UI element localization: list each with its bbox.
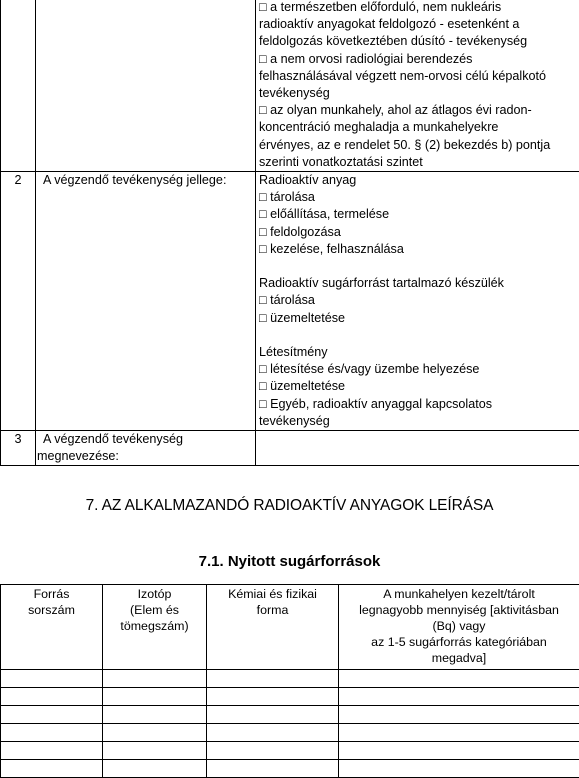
table-cell[interactable] bbox=[207, 688, 339, 706]
table-cell[interactable] bbox=[103, 706, 207, 724]
table-row bbox=[1, 742, 579, 760]
table-row bbox=[1, 706, 579, 724]
table-cell[interactable] bbox=[207, 724, 339, 742]
table-cell[interactable] bbox=[207, 742, 339, 760]
table-row bbox=[1, 760, 579, 778]
table-cell[interactable] bbox=[207, 760, 339, 778]
table-cell[interactable] bbox=[103, 742, 207, 760]
table-cell[interactable] bbox=[1, 724, 103, 742]
row-label-line: A végzendő tevékenység bbox=[43, 432, 184, 447]
header-line: az 1-5 sugárforrás kategóriában bbox=[371, 635, 547, 649]
option-line: szerinti vonatkoztatási szintet bbox=[259, 154, 423, 169]
header-line: A munkahelyen kezelt/tárolt bbox=[383, 587, 535, 601]
header-line: (Elem és bbox=[130, 603, 179, 617]
header-line: Kémiai és fizikai bbox=[228, 587, 317, 601]
header-line: forma bbox=[256, 603, 289, 617]
header-line: legnagyobb mennyiség [aktivitásban bbox=[359, 603, 559, 617]
option-line: □ az olyan munkahely, ahol az átlagos évi radon- bbox=[259, 103, 532, 118]
open-sources-table bbox=[0, 584, 579, 778]
option-line: koncentráció meghaladja a munkahelyekre bbox=[259, 120, 499, 135]
checkbox-option-continued: tevékenység bbox=[259, 413, 330, 428]
header-line: Izotóp bbox=[137, 587, 172, 601]
row-label bbox=[36, 431, 256, 466]
table-cell[interactable] bbox=[207, 670, 339, 688]
table-cell[interactable] bbox=[1, 688, 103, 706]
table-cell[interactable] bbox=[339, 760, 579, 778]
option-line: feldolgozás következtében dúsító - tevékenység bbox=[259, 34, 528, 49]
activity-type-options bbox=[256, 172, 579, 431]
table-cell[interactable] bbox=[103, 724, 207, 742]
spacer bbox=[259, 327, 577, 344]
column-header-quantity bbox=[339, 585, 579, 670]
row-label-line: megnevezése: bbox=[37, 449, 119, 464]
group-heading: Létesítmény bbox=[259, 345, 328, 360]
table-header-row bbox=[1, 585, 579, 670]
checkbox-option[interactable]: □ tárolása bbox=[259, 293, 315, 308]
table-cell[interactable] bbox=[339, 688, 579, 706]
column-header-form bbox=[207, 585, 339, 670]
row-number: 3 bbox=[1, 431, 36, 466]
option-line: érvényes, az e rendelet 50. § (2) bekezdés b) pontja bbox=[259, 137, 551, 152]
table-row-1 bbox=[1, 0, 579, 172]
checkbox-option[interactable]: □ üzemeltetése bbox=[259, 379, 346, 394]
table-cell[interactable] bbox=[339, 670, 579, 688]
group-heading: Radioaktív sugárforrást tartalmazó készülék bbox=[259, 276, 504, 291]
column-header-isotope bbox=[103, 585, 207, 670]
checkbox-option[interactable]: □ előállítása, termelése bbox=[259, 207, 390, 222]
group-heading: Radioaktív anyag bbox=[259, 173, 357, 188]
checkbox-option[interactable]: □ üzemeltetése bbox=[259, 310, 346, 325]
header-line: tömegszám) bbox=[120, 619, 189, 633]
option-line: radioaktív anyagokat feldolgozó - esetenként a bbox=[259, 17, 520, 32]
checkbox-option[interactable]: □ kezelése, felhasználása bbox=[259, 241, 404, 256]
table-cell[interactable] bbox=[103, 688, 207, 706]
table-cell[interactable] bbox=[1, 706, 103, 724]
activity-name-field[interactable] bbox=[256, 431, 579, 466]
section-heading: 7. AZ ALKALMAZANDÓ RADIOAKTÍV ANYAGOK LEÍRÁSA bbox=[85, 497, 494, 514]
option-line: felhasználásával végzett nem-orvosi célú képalkotó bbox=[259, 68, 547, 83]
checkbox-option[interactable]: □ feldolgozása bbox=[259, 224, 341, 239]
checkbox-options-cell[interactable] bbox=[256, 0, 579, 172]
row-label: A végzendő tevékenység jellege: bbox=[36, 172, 256, 431]
header-line: (Bq) vagy bbox=[432, 619, 486, 633]
table-cell[interactable] bbox=[103, 760, 207, 778]
table-cell[interactable] bbox=[1, 742, 103, 760]
table-row-2 bbox=[1, 172, 579, 431]
table-cell[interactable] bbox=[339, 724, 579, 742]
table-row bbox=[1, 688, 579, 706]
table-body bbox=[1, 670, 579, 778]
checkbox-option[interactable]: □ Egyéb, radioaktív anyaggal kapcsolatos bbox=[259, 396, 493, 411]
subsection-heading: 7.1. Nyitott sugárforrások bbox=[198, 553, 381, 570]
table-cell[interactable] bbox=[1, 670, 103, 688]
spacer bbox=[259, 258, 577, 275]
column-header-source-number bbox=[1, 585, 103, 670]
option-line: tevékenység bbox=[259, 86, 330, 101]
table-cell[interactable] bbox=[207, 706, 339, 724]
header-line: sorszám bbox=[28, 603, 75, 617]
header-line: megadva] bbox=[431, 651, 487, 665]
table-row bbox=[1, 724, 579, 742]
option-line: □ a nem orvosi radiológiai berendezés bbox=[259, 51, 473, 66]
table-cell[interactable] bbox=[339, 706, 579, 724]
table-cell[interactable] bbox=[339, 742, 579, 760]
header-line: Forrás bbox=[33, 587, 70, 601]
checkbox-option[interactable]: □ létesítése és/vagy üzembe helyezése bbox=[259, 362, 480, 377]
option-line: □ a természetben előforduló, nem nukleáris bbox=[259, 0, 502, 14]
row-number-cell bbox=[1, 0, 36, 172]
row-number: 2 bbox=[1, 172, 36, 431]
row-label-cell bbox=[36, 0, 256, 172]
table-row-3 bbox=[1, 431, 579, 466]
table-cell[interactable] bbox=[1, 760, 103, 778]
checkbox-option[interactable]: □ tárolása bbox=[259, 190, 315, 205]
table-row bbox=[1, 670, 579, 688]
table-cell[interactable] bbox=[103, 670, 207, 688]
